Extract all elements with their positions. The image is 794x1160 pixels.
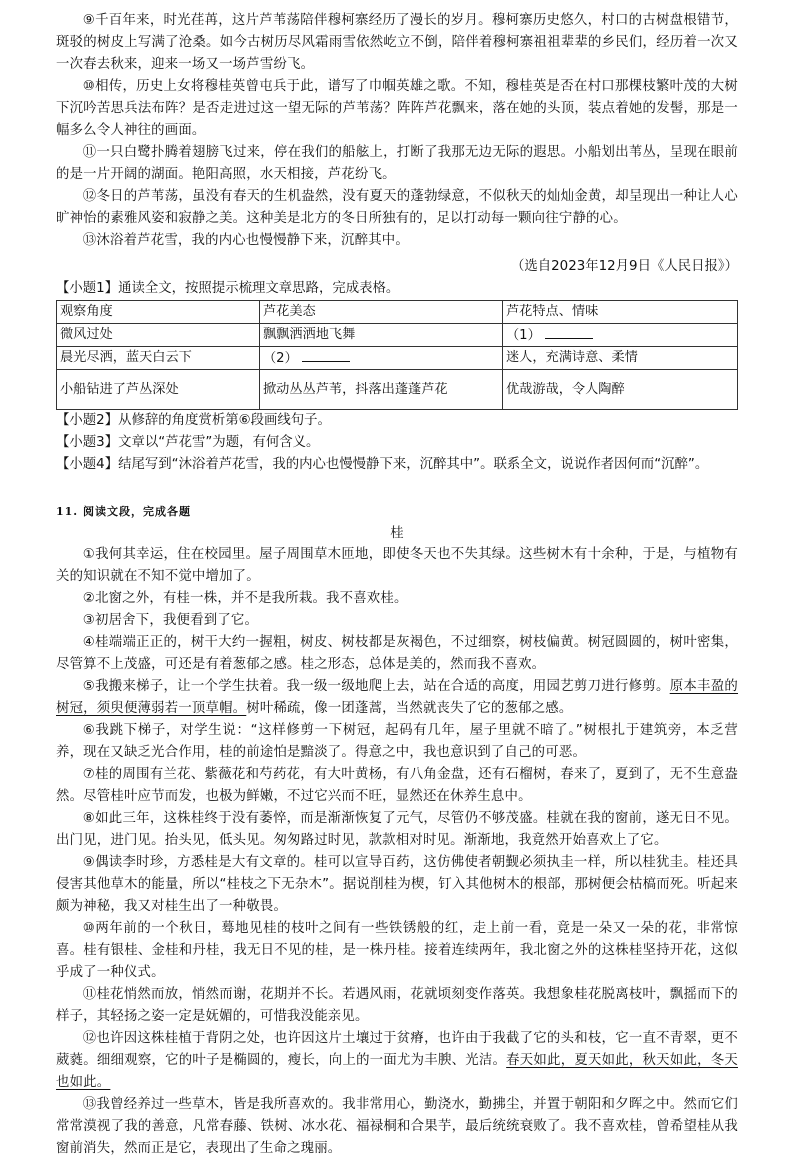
gui-paragraph: ⑬我曾经养过一些草木，皆是我所喜欢的。我非常用心，勤浇水，勤拂尘，并置于朝阳和夕晖之中。然而它们常常漠视了我的善意，凡常春藤、铁树、冰水花、福禄桐和合果芋，最后统统衰败了。我不喜欢桂，曾希望桂从我窗前消失，然而正是它，表现出了生命之瑰丽。: [56, 1097, 738, 1156]
table-cell: 掀动丛丛芦苇，抖落出蓬蓬芦花: [260, 370, 503, 410]
page: [56, 0, 738, 1160]
table-row: [57, 347, 738, 370]
table-header: 芦花美态: [260, 301, 503, 324]
paragraph-12: ⑫冬日的芦苇荡，虽没有春天的生机盎然，没有夏天的蓬勃绿意，不似秋天的灿灿金黄，却呈现出一种让人心旷神怡的素雅风姿和寂静之美。这种美是北方的冬日所独有的，足以打动每一颗向往宁静的心。: [56, 189, 738, 226]
paragraph-9: ⑨千百年来，时光荏苒，这片芦苇荡陪伴穆柯寨经历了漫长的岁月。穆柯寨历史悠久，村口的古树盘根错节，斑驳的树皮上写满了沧桑。如今古树历尽风霜雨雪依然屹立不倒，陪伴着穆柯寨祖祖辈辈的乡民们，经历着一次又一次春去秋来，迎来一场又一场芦雪纷飞。: [56, 13, 738, 72]
gui-paragraph: ⑩两年前的一个秋日，蓦地见桂的枝叶之间有一些铁锈般的红，走上前一看，竟是一朵又一朵的花，非常惊喜。桂有银桂、金桂和丹桂，我无日不见的桂，是一株丹桂。接着连续两年，我北窗之外的这株桂坚持开花，这似乎成了一种仪式。: [56, 921, 738, 980]
gui-paragraph: ④桂端端正正的，树干大约一握粗，树皮、树枝都是灰褐色，不过细察，树枝偏黄。树冠圆圆的，树叶密集，尽管算不上茂盛，可还是有着葱郁之感。桂之形态，总体是美的，然而我不喜欢。: [56, 635, 738, 672]
text-run: 树叶稀疏，像一团蓬蒿，当然就丧失了它的葱郁之感。: [246, 701, 573, 716]
text-run: ⑫也许因这株桂植于背阴之处，也许因这片土壤过于贫瘠，也许由于我截了它的头和枝，它一直不青翠，更不葳蕤。细细观察，它的叶子是椭圆的，瘦长，向上的一面尤为丰腴、光洁。: [56, 1031, 738, 1068]
questions: [56, 278, 738, 476]
gui-paragraph: ⑧如此三年，这株桂终于没有萎悴，而是渐渐恢复了元气，尽管仍不够茂盛。桂就在我的窗前，遂无日不见。出门见，进门见。抬头见，低头见。匆匆路过时见，款款相对时见。渐渐地，我竟然开始喜欢上了它。: [56, 811, 738, 848]
table-row: [57, 370, 738, 410]
article-part1: [56, 10, 738, 278]
table-cell: 飘飘洒洒地飞舞: [260, 324, 503, 347]
underlined-sentence: 春天如此，夏天如此，秋天如此，冬天也如此。: [56, 1053, 738, 1090]
gui-paragraph: ⑦桂的周围有兰花、紫薇花和芍药花，有大叶黄杨，有八角金盘，还有石榴树，春来了，夏到了，无不生意盎然。尽管桂叶应节而发，也极为鲜嫩，不过它兴而不旺，显然还在休养生息中。: [56, 767, 738, 804]
gui-paragraph: ⑨偶读李时珍，方悉桂是大有文章的。桂可以宣导百药，这仿佛使者朝觐必须执圭一样，所以桂犹圭。桂还具侵害其他草木的能量，所以“桂枝之下无杂木”。据说削桂为楔，钉入其他树木的根部，那树便会枯槁而死。听起来颇为神秘，我又对桂生出了一种敬畏。: [56, 855, 738, 914]
table-cell: 微风过处: [57, 324, 260, 347]
gui-paragraph: ②北窗之外，有桂一株，并不是我所栽。我不喜欢桂。: [82, 591, 408, 606]
section-heading: 11. 阅读文段，完成各题: [56, 505, 191, 518]
table-cell: 优哉游哉，令人陶醉: [503, 370, 738, 410]
table-row: [57, 324, 738, 347]
underlined-sentence: 原本丰盈的树冠，须臾便薄弱若一顶草帽。: [56, 679, 739, 716]
table-cell: 晨光尽洒，蓝天白云下: [57, 347, 260, 370]
question-2: 【小题2】从修辞的角度赏析第⑥段画线句子。: [56, 413, 331, 428]
text-run: ⑤我搬来梯子，让一个学生扶着。我一级一级地爬上去，站在合适的高度，用园艺剪刀进行修剪。: [82, 679, 670, 694]
table-cell: [260, 347, 503, 370]
question-4: 【小题4】结尾写到“沐浴着芦花雪，我的内心也慢慢静下来，沉醉其中”。联系全文，说说作者因何而“沉醉”。: [56, 457, 709, 472]
question-1: 【小题1】通读全文，按照提示梳理文章思路，完成表格。: [56, 281, 400, 296]
section-11: [56, 502, 738, 1160]
gui-paragraph: ⑪桂花悄然而放，悄然而谢，花期并不长。若遇风雨，花就顷刻变作落英。我想象桂花脱离枝叶，飘摇而下的样子，其轻扬之姿一定是妩媚的，可惜我没能亲见。: [56, 987, 738, 1024]
paragraph-13: ⑬沐浴着芦花雪，我的内心也慢慢静下来，沉醉其中。: [82, 233, 409, 248]
article-source: （选自2023年12月9日《人民日报》）: [510, 259, 738, 274]
table-cell: 迷人，充满诗意、柔情: [503, 347, 738, 370]
answer-blank-2[interactable]: [302, 347, 350, 362]
blank-label: （1）: [506, 328, 541, 343]
gui-paragraph: ①我何其幸运，住在校园里。屋子周围草木匝地，即使冬天也不失其绿。这些树木有十余种，于是，与植物有关的知识就在不知不觉中增加了。: [56, 547, 738, 584]
table-header: 观察角度: [57, 301, 260, 324]
table-cell: 小船钻进了芦丛深处: [57, 370, 260, 410]
answer-blank-1[interactable]: [545, 324, 593, 339]
gui-paragraph: [56, 676, 738, 720]
table-cell: [503, 324, 738, 347]
gui-paragraph: ③初居舍下，我便看到了它。: [82, 613, 259, 628]
article-title: 桂: [390, 526, 404, 541]
answer-table: [56, 300, 738, 410]
paragraph-10: ⑩相传，历史上女将穆桂英曾屯兵于此，谱写了巾帼英雄之歌。不知，穆桂英是否在村口那棵枝繁叶茂的大树下沉吟苦思兵法布阵？是否走进过这一望无际的芦苇荡？阵阵芦花飘来，落在她的头顶，装点着她的发髻，那是一幅多么令人神往的画面。: [56, 79, 738, 138]
question-3: 【小题3】文章以“芦花雪”为题，有何含义。: [56, 435, 320, 450]
gui-paragraph: ⑥我跳下梯子，对学生说：“这样修剪一下树冠，起码有几年，屋子里就不暗了。”树根扎于建筑旁，本乏营养，现在又缺乏光合作用，桂的前途怕是黯淡了。得意之中，我也意识到了自己的可恶。: [56, 723, 738, 760]
gui-paragraph: [56, 1028, 738, 1094]
paragraph-11: ⑪一只白鹭扑腾着翅膀飞过来，停在我们的船舷上，打断了我那无边无际的遐思。小船划出苇丛，呈现在眼前的是一片开阔的湖面。艳阳高照，水天相接，芦花纷飞。: [56, 145, 738, 182]
table-header: 芦花特点、情味: [503, 301, 738, 324]
blank-label: （2）: [263, 351, 298, 366]
table-header-row: [57, 301, 738, 324]
